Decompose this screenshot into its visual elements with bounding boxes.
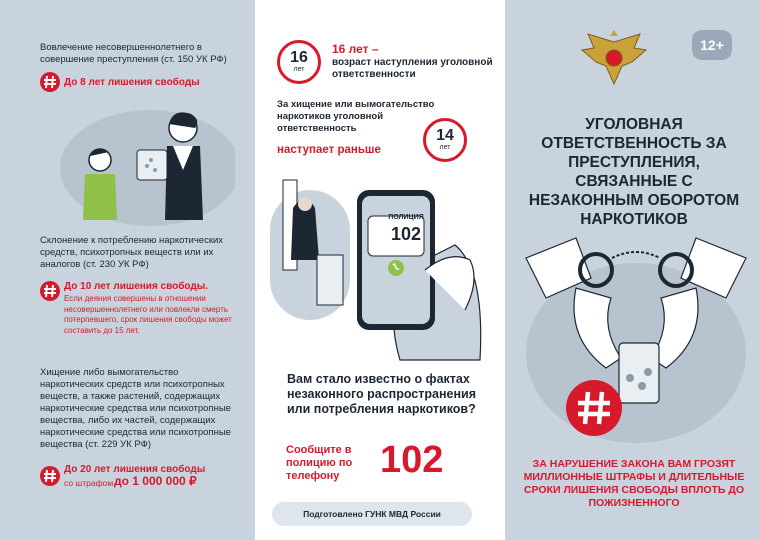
footer-credit: Подготовлено ГУНК МВД России [272, 502, 472, 526]
handcuffed-hands-illustration [516, 228, 756, 448]
hashtag-icon [40, 281, 60, 301]
mvd-emblem-icon [578, 28, 650, 94]
age-14-text: За хищение или вымогательство наркотиков уголовной ответственность [277, 99, 435, 134]
fine-prefix: со штрафом [64, 478, 114, 488]
penalty-230: До 10 лет лишения свободы. [64, 281, 209, 292]
phone-in-hand-illustration [265, 160, 500, 370]
hashtag-icon [566, 380, 622, 436]
offense-text-150: Вовлечение несовершеннолетнего в совершение преступления (ст. 150 УК РФ) [40, 42, 227, 65]
phone-screen-title: ПОЛИЦИЯ [388, 214, 424, 221]
age-14-emphasis: наступает раньше [277, 144, 381, 156]
fine-amount: до 1 000 000 ₽ [114, 474, 197, 488]
page-title: УГОЛОВНАЯ ОТВЕТСТВЕННОСТЬ ЗА ПРЕСТУПЛЕНИЯ, СВЯЗАННЫЕ С НЕЗАКОННЫМ ОБОРОТОМ НАРКОТИКОВ [528, 116, 740, 228]
age-16-number: 16 [290, 49, 308, 66]
age-14-unit: лет [439, 144, 451, 151]
age-rating-badge: 12+ [692, 30, 732, 60]
report-instruction: Сообщите в полицию по телефону [286, 444, 353, 482]
police-number: 102 [380, 439, 444, 481]
age-14-badge [423, 118, 467, 162]
age-16-badge [277, 40, 321, 84]
age-16-desc: возраст наступления уголовной ответственности [332, 57, 493, 80]
teen-handing-bag-illustration [55, 98, 235, 226]
offense-text-229: Хищение либо вымогательство наркотических средств или психотропных веществ, а также растений, содержащих наркотические средства или психотропные вещества, либо их частей, содержащих наркотические средства или психотропные вещества (ст. 229 УК РФ) [40, 367, 231, 450]
phone-screen-number: 102 [390, 224, 422, 244]
age-14-number: 14 [436, 127, 454, 144]
offense-text-230: Склонение к потреблению наркотических средств, психотропных веществ или их аналогов (ст. 230 УК РФ) [40, 235, 224, 270]
hashtag-icon [40, 466, 60, 486]
age-16-unit: лет [293, 66, 305, 73]
hashtag-icon [40, 72, 60, 92]
report-question: Вам стало известно о фактах незаконного распространения или потребления наркотиков? [287, 372, 477, 416]
penalty-150: До 8 лет лишения свободы [64, 77, 200, 88]
penalty-229: До 20 лет лишения свободы [64, 464, 206, 475]
penalty-230-note: Если деяния совершены в отношении несовершеннолетнего или повлекли смерть потерпевшего, срок лишения свободы может составить до 15 лет. [64, 294, 232, 335]
warning-text: ЗА НАРУШЕНИЕ ЗАКОНА ВАМ ГРОЗЯТ МИЛЛИОННЫЕ ШТРАФЫ И ДЛИТЕЛЬНЫЕ СРОКИ ЛИШЕНИЯ СВОБОДЫ ВПЛОТЬ ДО ПОЖИЗНЕННОГО [523, 458, 745, 509]
age-16-title: 16 лет – [332, 42, 379, 56]
